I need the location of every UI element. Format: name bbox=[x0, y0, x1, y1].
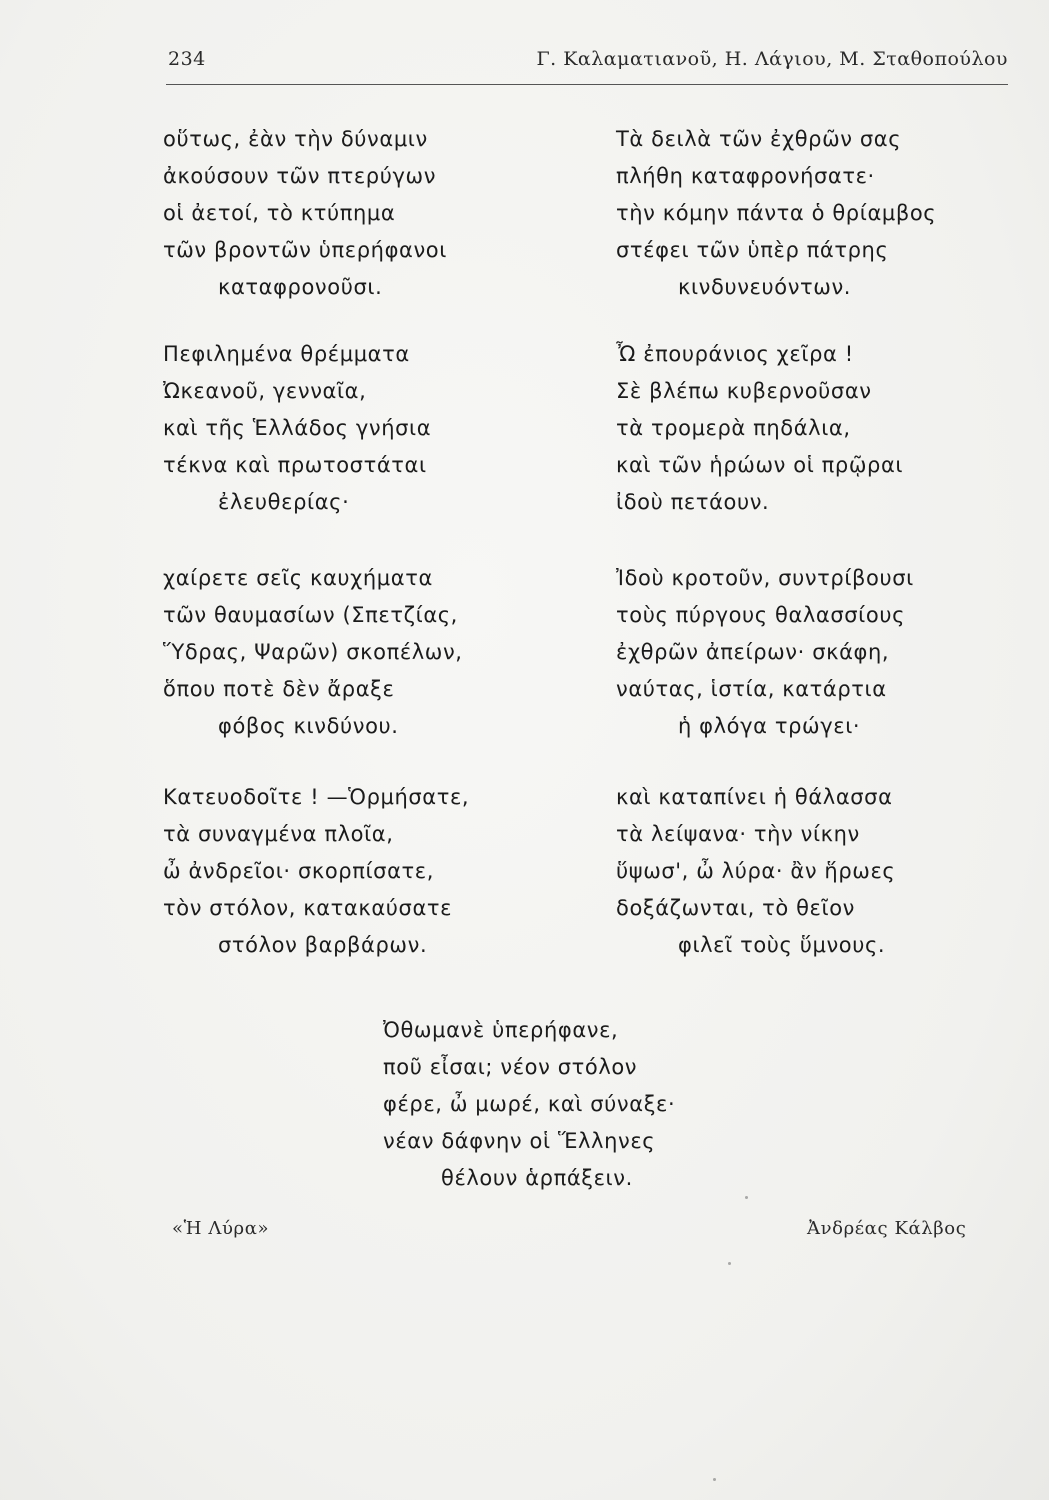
poem-line: ἰδοὺ πετάουν. bbox=[616, 490, 770, 514]
header-rule bbox=[166, 84, 1008, 85]
scan-speck bbox=[728, 1262, 731, 1265]
poem-line: στέφει τῶν ὑπὲρ πάτρης bbox=[616, 238, 889, 262]
poem-line: καὶ τῆς Ἑλλάδος γνήσια bbox=[163, 416, 432, 440]
poem-line: Κατευοδοῖτε ! —Ὁρμήσατε, bbox=[163, 785, 470, 809]
poem-line: κινδυνευόντων. bbox=[678, 275, 852, 299]
right-stanza-3 bbox=[616, 560, 914, 745]
poem-line: τῶν θαυμασίων (Σπετζίας, bbox=[163, 603, 458, 627]
poem-line: φόβος κινδύνου. bbox=[218, 714, 399, 738]
poem-line: καὶ καταπίνει ἡ θάλασσα bbox=[616, 785, 893, 809]
poem-line: δοξάζωνται, τὸ θεῖον bbox=[616, 896, 855, 920]
poem-line: ἀκούσουν τῶν πτερύγων bbox=[163, 164, 437, 188]
page-header bbox=[168, 48, 1008, 78]
poem-line: πλήθη καταφρονήσατε· bbox=[616, 164, 875, 188]
left-stanza-1 bbox=[163, 121, 447, 306]
poem-line: φέρε, ὦ μωρέ, καὶ σύναξε· bbox=[383, 1092, 676, 1116]
poem-line: θέλουν ἁρπάξειν. bbox=[441, 1166, 633, 1190]
poem-line: ὕψωσ', ὦ λύρα· ἂν ἥρωες bbox=[616, 859, 896, 883]
poem-line: καταφρονοῦσι. bbox=[218, 275, 383, 299]
poem-line: Ὠκεανοῦ, γενναῖα, bbox=[163, 379, 367, 403]
poem-line: τῶν βροντῶν ὑπερήφανοι bbox=[163, 238, 447, 262]
poem-line: Ἰδοὺ κροτοῦν, συντρίβουσι bbox=[616, 566, 914, 590]
poem-line: ποῦ εἶσαι; νέον στόλον bbox=[383, 1055, 638, 1079]
left-stanza-3 bbox=[163, 560, 463, 745]
author-attribution: Ἀνδρέας Κάλβος bbox=[807, 1218, 967, 1239]
poem-line: Ὕδρας, Ψαρῶν) σκοπέλων, bbox=[163, 640, 463, 664]
scan-speck bbox=[713, 1478, 716, 1481]
poem-line: καὶ τῶν ἡρώων οἱ πρῷραι bbox=[616, 453, 904, 477]
poem-line: ναύτας, ἱστία, κατάρτια bbox=[616, 677, 887, 701]
poem-line: ἐλευθερίας· bbox=[218, 490, 350, 514]
poem-line: ὅπου ποτὲ δὲν ἄραξε bbox=[163, 677, 395, 701]
left-stanza-4 bbox=[163, 779, 469, 964]
poem-line: Πεφιλημένα θρέμματα bbox=[163, 342, 410, 366]
poem-line: ἡ φλόγα τρώγει· bbox=[678, 714, 861, 738]
poem-line: Ὦ ἐπουράνιος χεῖρα ! bbox=[616, 342, 854, 366]
right-stanza-4 bbox=[616, 779, 895, 964]
poem-line: ὦ ἀνδρεῖοι· σκορπίσατε, bbox=[163, 859, 435, 883]
poem-line: Τὰ δειλὰ τῶν ἐχθρῶν σας bbox=[616, 127, 902, 151]
poem-line: ἐχθρῶν ἀπείρων· σκάφη, bbox=[616, 640, 890, 664]
poem-line: νέαν δάφνην οἱ Ἕλληνες bbox=[383, 1129, 656, 1153]
poem-line: στόλον βαρβάρων. bbox=[218, 933, 428, 957]
poem-line: οἱ ἀετοί, τὸ κτύπημα bbox=[163, 201, 396, 225]
poem-line: οὕτως, ἐὰν τὴν δύναμιν bbox=[163, 127, 428, 151]
page-number: 234 bbox=[168, 48, 206, 70]
poem-line: φιλεῖ τοὺς ὕμνους. bbox=[678, 933, 886, 957]
final-stanza bbox=[383, 1012, 675, 1197]
scan-speck bbox=[745, 1196, 748, 1199]
poem-line: Ὀθωμανὲ ὑπερήφανε, bbox=[383, 1018, 619, 1042]
running-head: Γ. Καλαματιανοῦ, Η. Λάγιου, Μ. Σταθοπούλου bbox=[536, 48, 1008, 70]
poem-line: τὸν στόλον, κατακαύσατε bbox=[163, 896, 453, 920]
poem-line: τέκνα καὶ πρωτοστάται bbox=[163, 453, 427, 477]
poem-line: τὰ συναγμένα πλοῖα, bbox=[163, 822, 394, 846]
poem-line: τὰ τρομερὰ πηδάλια, bbox=[616, 416, 851, 440]
poem-line: χαίρετε σεῖς καυχήματα bbox=[163, 566, 433, 590]
right-stanza-1 bbox=[616, 121, 936, 306]
right-stanza-2 bbox=[616, 336, 903, 521]
poem-line: τοὺς πύργους θαλασσίους bbox=[616, 603, 906, 627]
poem-line: τὰ λείψανα· τὴν νίκην bbox=[616, 822, 860, 846]
poem-line: Σὲ βλέπω κυβερνοῦσαν bbox=[616, 379, 872, 403]
left-stanza-2 bbox=[163, 336, 431, 521]
poem-line: τὴν κόμην πάντα ὁ θρίαμβος bbox=[616, 201, 937, 225]
source-attribution: «Ἡ Λύρα» bbox=[172, 1218, 270, 1239]
